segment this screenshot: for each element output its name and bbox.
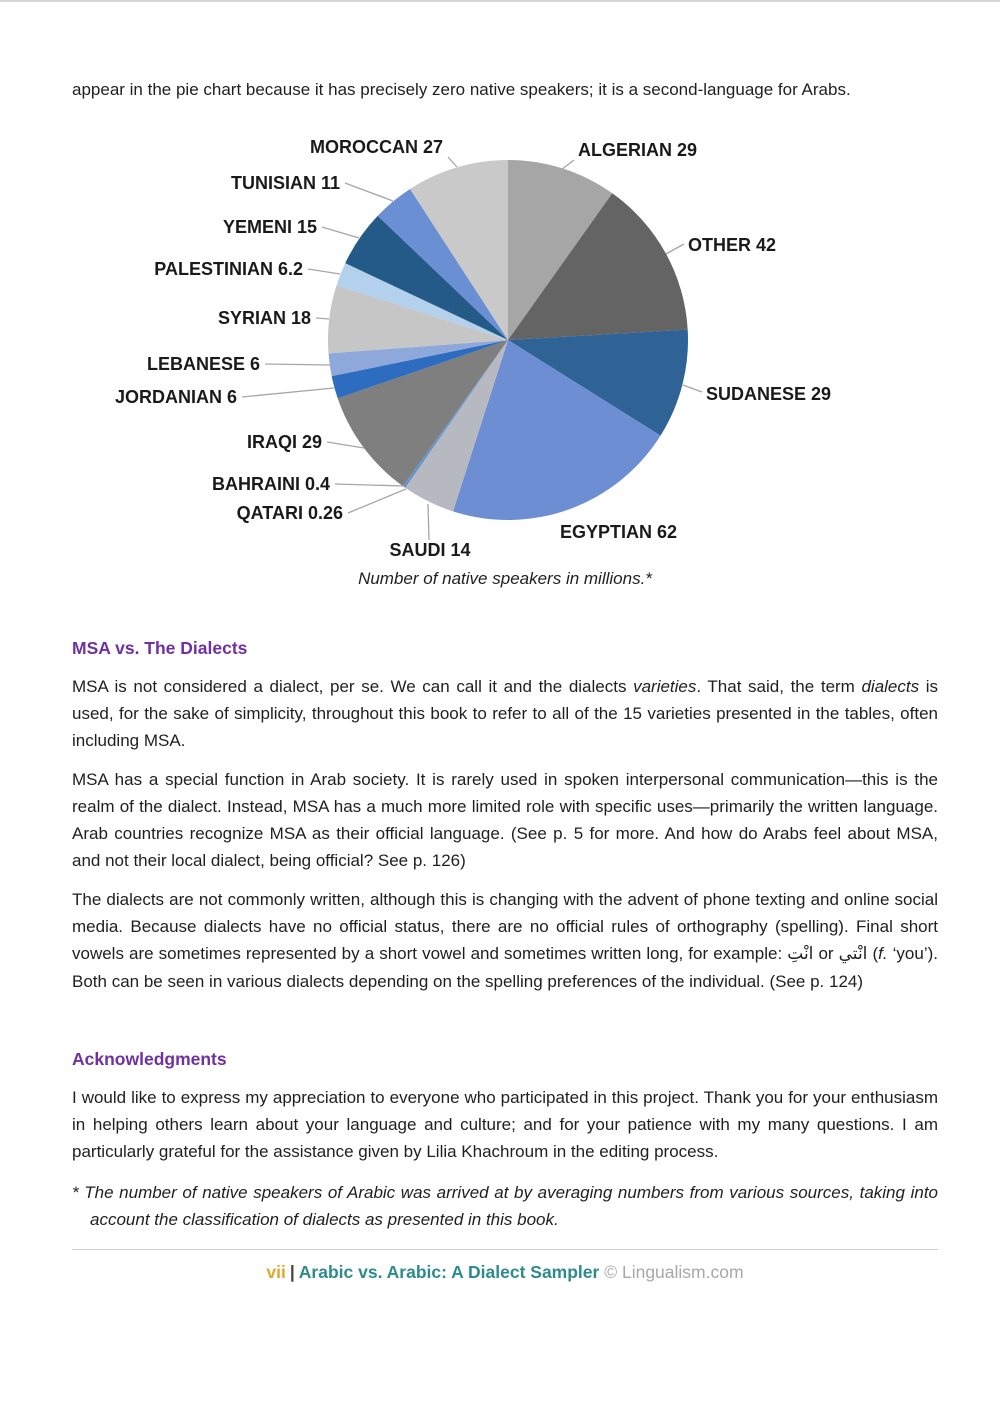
pie-chart-figure [0,123,1000,563]
pie-label-sudanese: SUDANESE 29 [706,384,832,404]
leader-line [348,489,406,513]
text-run: I would like to express my appreciation to everyone who participated in this project. Thank you for your enthusiasm in helping others learn about your language and culture; and for your patience with my many questions. I am particularly grateful for the assistance given by Lilia Khachroum in the editing process. [72,1088,938,1161]
pie-label-qatari: QATARI 0.26 [236,503,343,523]
pie-label-tunisian: TUNISIAN 11 [230,173,340,193]
text-run: is used, for the sake of simplicity, throughout this book to refer to all of the 15 varieties presented in the tables, often including MSA. [72,677,939,750]
leader-line [428,504,429,540]
arabic-text: انْتي [838,944,868,964]
copyright-text: © Lingualism.com [604,1262,744,1282]
page-footer [72,1249,938,1284]
arabic-text: انْتِ [787,944,814,964]
pie-label-syrian: SYRIAN 18 [217,308,311,328]
paragraph [72,1084,938,1165]
paragraph [72,886,938,995]
leader-line [683,385,702,392]
page-number: vii [266,1262,286,1282]
pie-label-saudi: SAUDI 14 [389,540,471,560]
leader-line [316,318,329,319]
leader-line [561,160,574,170]
footnote: * The number of native speakers of Arabic was arrived at by averaging numbers from various sources, taking into account the classification of dialects as presented in this book. [72,1183,938,1229]
text-run: The dialects are not commonly written, although this is changing with the advent of phone texting and online social media. Because dialects have no official status, there are no official rules of orthography (spelling). Final short vowels are sometimes represented by a short vowel and sometimes written long, for example: [72,890,938,963]
leader-line [322,227,359,238]
pie-chart [0,123,1000,563]
text-run: varieties [633,677,697,696]
pie-label-palestinian: PALESTINIAN 6.2 [154,259,303,279]
leader-line [345,183,393,201]
text-run: dialects [861,677,920,696]
heading-msa-vs-dialects: MSA vs. The Dialects [72,638,248,658]
text-run: or [813,944,839,963]
leader-line [448,157,457,167]
leader-line [335,484,404,486]
text-run: ‘you’). Both can be seen in various dialects depending on the spelling preferences of the individual. (See p. 124) [72,944,938,991]
leader-line [327,442,364,448]
pie-label-iraqi: IRAQI 29 [246,432,322,452]
pie-label-yemeni: YEMENI 15 [222,217,317,237]
pie-label-lebanese: LEBANESE 6 [146,354,260,374]
pie-label-other: OTHER 42 [688,235,777,255]
paragraph [72,673,938,754]
leader-line [666,244,684,254]
heading-acknowledgments: Acknowledgments [72,1049,227,1069]
leader-line [308,269,340,274]
pie-label-moroccan: MOROCCAN 27 [309,137,443,157]
paragraph [72,766,938,874]
pie-label-bahraini: BAHRAINI 0.4 [211,474,330,494]
intro-paragraph: appear in the pie chart because it has precisely zero native speakers; it is a second-language for Arabs. [72,80,851,99]
text-run: MSA has a special function in Arab society. It is rarely used in spoken interpersonal communication—this is the realm of the dialect. Instead, MSA has a much more limited role with specific uses—primarily the written language. Arab countries recognize MSA as their official language. (See p. 5 for more. And how do Arabs feel about MSA, and not their local dialect, being official? See p. 126) [72,770,938,870]
footer-separator: | [289,1262,295,1282]
pie-label-algerian: ALGERIAN 29 [578,140,698,160]
text-run: . That said, the term [696,677,862,696]
text-run: MSA is not considered a dialect, per se. We can call it and the dialects [72,677,634,696]
leader-line [242,388,334,397]
leader-line [265,364,330,365]
text-run: f. [878,944,888,963]
text-run: ( [867,944,879,963]
book-title: Arabic vs. Arabic: A Dialect Sampler [298,1262,600,1282]
pie-label-egyptian: EGYPTIAN 62 [560,522,678,542]
chart-caption: Number of native speakers in millions.* [358,569,652,588]
pie-label-jordanian: JORDANIAN 6 [114,387,237,407]
